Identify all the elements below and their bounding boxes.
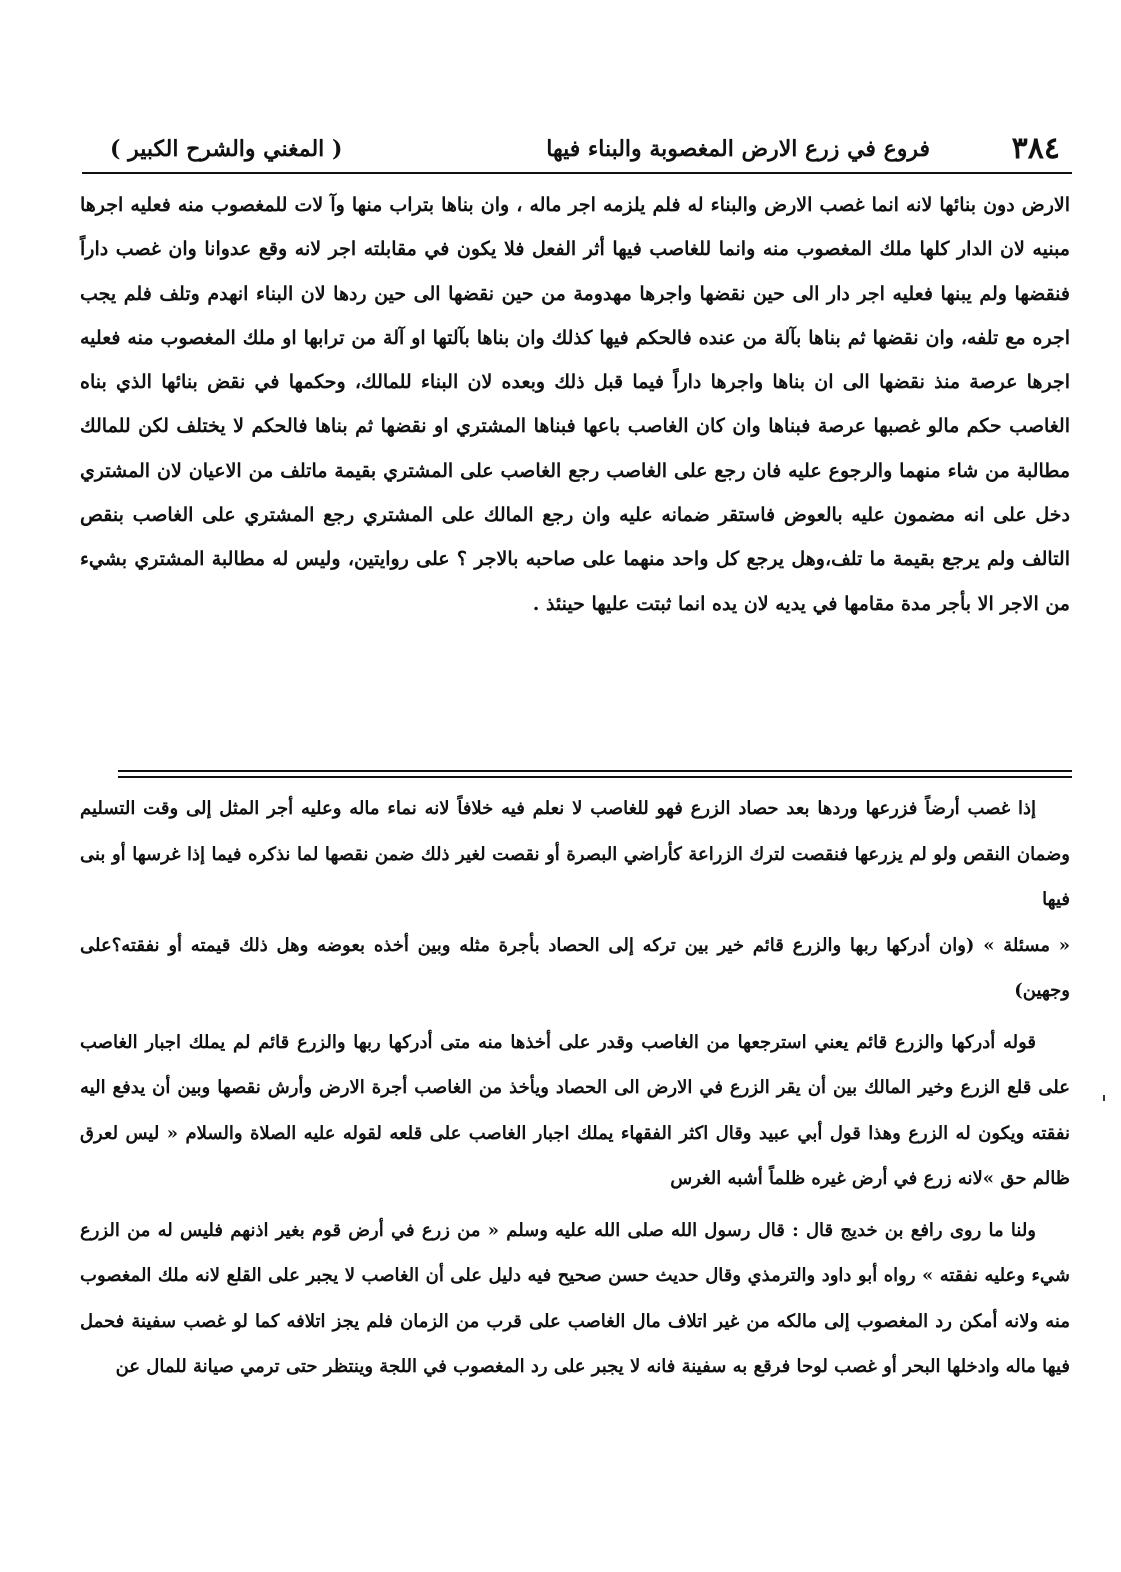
main-text [80,183,1070,626]
chapter-title: فروع في زرع الارض المغصوبة والبناء فيها [546,136,930,162]
section-divider-top [118,770,1072,772]
section-divider-bottom [118,776,1072,778]
book-title: ( المغني والشرح الكبير ) [110,136,343,162]
commentary-paragraph: ولنا ما روى رافع بن خديج قال : قال رسول الله صلى الله عليه وسلم « من زرع في أرض قوم بغير اذنهم فليس له من الزرع شيء وعليه نفقته » رواه أبو داود والترمذي وقال حديث حسن صحيح فيه دليل على أن الغاصب لا يجبر على القلع لانه ملك المغصوب منه ولانه أمكن رد المغصوب إلى مالكه من غير اتلاف مال الغاصب على قرب من الزمان فلم يجز اتلافه كما لو غصب سفينة فحمل فيها ماله وادخلها البحر أو غصب لوحا فرقع به سفينة فانه لا يجبر على رد المغصوب في اللجة وينتظر حتى ترمي صيانة للمال عن [80,1219,1070,1377]
header-rule [82,172,1072,174]
page-number: ٣٨٤ [1011,131,1060,166]
page-header [100,130,1060,170]
commentary-paragraph: قوله أدركها والزرع قائم يعني استرجعها من الغاصب وقدر على أخذها منه متى أدركها ربها والزرع قائم لم يملك اجبار الغاصب على قلع الزرع وخير المالك بين أن يقر الزرع في الارض الى الحصاد ويأخذ من الغاصب أجرة الارض وأرش نقصها وبين أن يدفع اليه نفقته ويكون له الزرع وهذا قول أبي عبيد وقال اكثر الفقهاء يملك اجبار الغاصب على قلعه لقوله عليه الصلاة والسلام « ليس لعرق ظالم حق »لانه زرع في أرض غيره ظلماً أشبه الغرس [80,1031,1070,1189]
masala-paragraph: « مسئلة » (وان أدركها ربها والزرع قائم خير بين تركه إلى الحصاد بأجرة مثله وبين أخذه بعوضه وهل ذلك قيمته أو نفقته؟على وجهين) [80,934,1070,1001]
main-paragraph: الارض دون بنائها لانه انما غصب الارض والبناء له فلم يلزمه اجر ماله ، وان بناها بتراب منها وآ لات للمغصوب منه فعليه اجرها مبنيه لان الدار كلها ملك المغصوب منه وانما للغاصب فيها أثر الفعل فلا يكون في مقابلته اجر لانه وقع عدوانا وان غصب داراً فنقضها ولم يبنها فعليه اجر دار الى حين نقضها واجرها مهدومة من حين نقضها الى حين ردها لان البناء انهدم وتلف فلم يجب اجره مع تلفه، وان نقضها ثم بناها بآلة من عنده فالحكم فيها كذلك وان بناها بآلتها او آلة من ترابها او ملك المغصوب منه فعليه اجرها عرصة منذ نقضها الى ان بناها واجرها داراً فيما قبل ذلك وبعده لان البناء للمالك، وحكمها في نقض بنائها الذي بناه الغاصب حكم مالو غصبها عرصة فبناها وان كان الغاصب باعها فبناها المشتري او نقضها ثم بناها فالحكم لا يختلف لكن للمالك مطالبة من شاء منهما والرجوع عليه فان رجع على الغاصب رجع الغاصب على المشتري بقيمة ماتلف من الاعيان لان المشتري دخل على انه مضمون عليه بالعوض فاستقر ضمانه عليه وان رجع المالك على المشتري رجع المشتري على الغاصب بنقص التالف ولم يرجع بقيمة ما تلف،وهل يرجع كل واحد منهما على صاحبه بالاجر ؟ على روايتين، وليس له مطالبة المشتري بشيء من الاجر الا بأجر مدة مقامها في يديه لان يده انما ثبتت عليها حينئذ . [80,194,1070,615]
commentary-text [80,786,1070,1390]
scan-mark [1103,1095,1105,1101]
commentary-paragraph: إذا غصب أرضاً فزرعها وردها بعد حصاد الزرع فهو للغاصب لا نعلم فيه خلافاً لانه نماء ماله وعليه أجر المثل إلى وقت التسليم وضمان النقص ولو لم يزرعها فنقصت لترك الزراعة كأراضي البصرة أو نقصت لغير ذلك ضمن نقصها لما نذكره فيما إذا غرسها أو بنى فيها [80,798,1070,910]
